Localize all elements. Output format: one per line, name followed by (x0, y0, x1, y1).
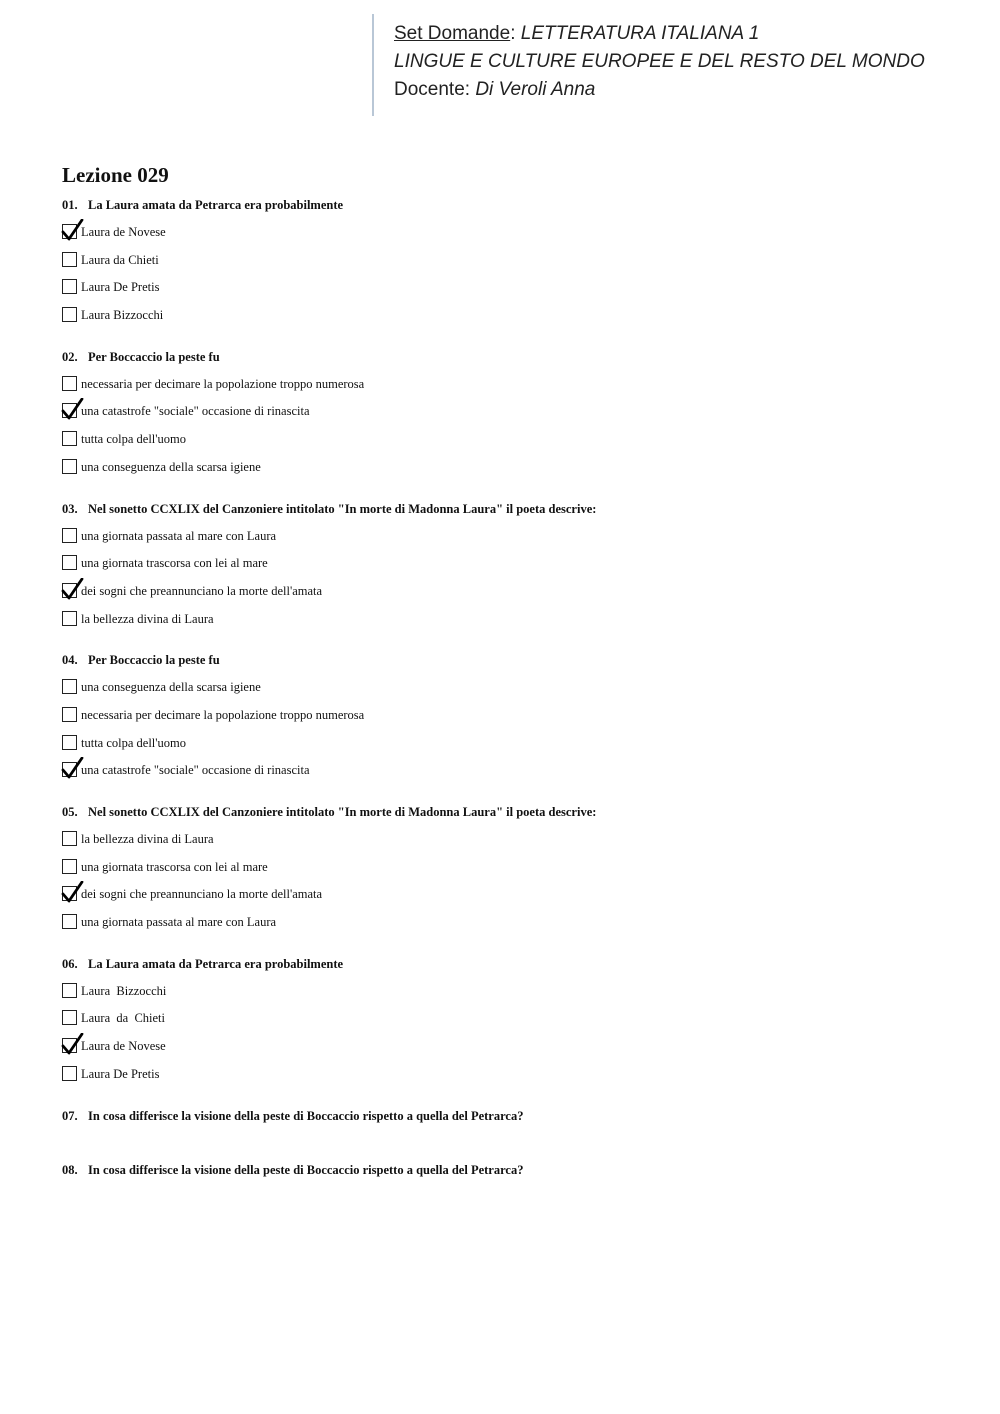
question-text: Nel sonetto CCXLIX del Canzoniere intitolato "In morte di Madonna Laura" il poeta descrive: (88, 501, 597, 516)
question-text: La Laura amata da Petrarca era probabilmente (88, 198, 344, 212)
answer-checkbox[interactable] (62, 307, 77, 322)
answer-option[interactable] (62, 735, 962, 763)
answer-label: dei sogni che preannunciano la morte dell'amata (81, 583, 323, 598)
question-heading (62, 349, 962, 365)
answer-label: una conseguenza della scarsa igiene (81, 680, 261, 695)
answer-label: Laura da Chieti (81, 1011, 165, 1026)
answer-checkbox[interactable] (62, 376, 77, 391)
question-text: In cosa differisce la visione della peste di Boccaccio rispetto a quella del Petrarca? (88, 1108, 524, 1123)
answer-checkbox[interactable] (62, 528, 77, 543)
teacher-name: Di Veroli Anna (475, 79, 596, 100)
answer-label: Laura de Novese (81, 225, 166, 239)
answer-checkbox[interactable] (62, 679, 77, 694)
answer-checkbox[interactable] (62, 735, 77, 750)
answer-checkbox[interactable] (62, 224, 77, 239)
open-question (62, 1162, 962, 1202)
question (62, 804, 962, 942)
course-name: LETTERATURA ITALIANA 1 (520, 23, 760, 44)
document-header (372, 14, 972, 116)
open-question (62, 1108, 962, 1148)
question-text: Nel sonetto CCXLIX del Canzoniere intitolato "In morte di Madonna Laura" il poeta descrive: (88, 805, 597, 819)
answer-checkbox[interactable] (62, 914, 77, 929)
answer-option[interactable] (62, 431, 962, 459)
header-line-set (394, 20, 972, 48)
question-text: In cosa differisce la visione della peste di Boccaccio rispetto a quella del Petrarca? (88, 1162, 524, 1177)
question-text: La Laura amata da Petrarca era probabilmente (88, 956, 344, 971)
answer-label: una giornata trascorsa con lei al mare (81, 556, 268, 571)
answer-option[interactable] (62, 307, 962, 335)
question-heading (62, 1162, 962, 1178)
answer-label: tutta colpa dell'uomo (81, 432, 187, 447)
answer-label: necessaria per decimare la popolazione troppo numerosa (81, 707, 365, 722)
answer-option[interactable] (62, 983, 962, 1011)
answer-checkbox[interactable] (62, 583, 77, 598)
answer-label: la bellezza divina di Laura (81, 832, 214, 846)
answer-option[interactable] (62, 1010, 962, 1038)
question-heading (62, 197, 962, 213)
answer-label: tutta colpa dell'uomo (81, 735, 187, 750)
question (62, 197, 962, 335)
question-number: 03. (62, 501, 78, 516)
teacher-label: Docente: (394, 79, 471, 100)
question-number: 08. (62, 1162, 78, 1177)
answer-checkbox[interactable] (62, 762, 77, 777)
question-heading (62, 804, 962, 820)
answer-option[interactable] (62, 224, 962, 252)
question (62, 349, 962, 487)
answer-option[interactable] (62, 679, 962, 707)
answer-option[interactable] (62, 403, 962, 431)
answer-label: Laura De Pretis (81, 280, 160, 295)
answer-option[interactable] (62, 279, 962, 307)
answer-option[interactable] (62, 859, 962, 887)
question (62, 956, 962, 1094)
answer-option[interactable] (62, 555, 962, 583)
answer-checkbox[interactable] (62, 279, 77, 294)
lesson-title: Lezione 029 (62, 163, 169, 187)
answer-checkbox[interactable] (62, 707, 77, 722)
set-colon: : (510, 23, 516, 44)
answer-checkbox[interactable] (62, 459, 77, 474)
header-line-program (394, 48, 972, 76)
question-heading (62, 501, 962, 517)
answer-label: Laura De Pretis (81, 1066, 160, 1081)
answer-label: una conseguenza della scarsa igiene (81, 459, 261, 474)
answer-checkbox[interactable] (62, 1038, 77, 1053)
answer-option[interactable] (62, 831, 962, 859)
answer-option[interactable] (62, 376, 962, 404)
set-label: Set Domande (394, 23, 511, 44)
answer-label: Laura da Chieti (81, 252, 159, 267)
answer-label: Laura de Novese (81, 1039, 166, 1054)
answer-label: una giornata passata al mare con Laura (81, 915, 277, 930)
answer-option[interactable] (62, 1038, 962, 1066)
question-number: 04. (62, 653, 78, 668)
answer-label: Laura Bizzocchi (81, 308, 164, 323)
answer-option[interactable] (62, 1066, 962, 1094)
answer-option[interactable] (62, 528, 962, 556)
multiple-choice-questions (62, 197, 962, 1094)
answer-checkbox[interactable] (62, 611, 77, 626)
answer-checkbox[interactable] (62, 859, 77, 874)
question-number: 01. (62, 198, 78, 212)
program-name: LINGUE E CULTURE EUROPEE E DEL RESTO DEL MONDO (394, 51, 925, 72)
answer-checkbox[interactable] (62, 252, 77, 267)
answer-label: una giornata passata al mare con Laura (81, 528, 277, 543)
answer-label: dei sogni che preannunciano la morte dell'amata (81, 887, 323, 902)
answer-checkbox[interactable] (62, 555, 77, 570)
answer-checkbox[interactable] (62, 886, 77, 901)
answer-checkbox[interactable] (62, 1066, 77, 1081)
answer-option[interactable] (62, 252, 962, 280)
question (62, 652, 962, 790)
question (62, 501, 962, 639)
answer-checkbox[interactable] (62, 1010, 77, 1025)
answer-label: Laura Bizzocchi (81, 983, 167, 998)
answer-label: una catastrofe "sociale" occasione di rinascita (81, 404, 310, 419)
question-heading (62, 652, 962, 668)
question-heading (62, 1108, 962, 1124)
answer-label: la bellezza divina di Laura (81, 611, 214, 626)
answer-option[interactable] (62, 459, 962, 487)
question-text: Per Boccaccio la peste fu (88, 349, 220, 364)
answer-checkbox[interactable] (62, 983, 77, 998)
question-number: 05. (62, 805, 78, 819)
question-number: 07. (62, 1108, 78, 1123)
question-text: Per Boccaccio la peste fu (88, 653, 220, 668)
answer-option[interactable] (62, 611, 962, 639)
answer-option[interactable] (62, 914, 962, 942)
answer-label: una catastrofe "sociale" occasione di rinascita (81, 763, 310, 778)
question-number: 06. (62, 956, 78, 971)
answer-label: una giornata trascorsa con lei al mare (81, 859, 268, 874)
answer-option[interactable] (62, 707, 962, 735)
question-number: 02. (62, 349, 78, 364)
answer-label: necessaria per decimare la popolazione troppo numerosa (81, 376, 365, 391)
answer-option[interactable] (62, 762, 962, 790)
answer-option[interactable] (62, 583, 962, 611)
header-line-teacher (394, 76, 972, 104)
question-heading (62, 956, 962, 972)
answer-checkbox[interactable] (62, 431, 77, 446)
answer-checkbox[interactable] (62, 831, 77, 846)
answer-option[interactable] (62, 886, 962, 914)
answer-checkbox[interactable] (62, 403, 77, 418)
question-list (62, 197, 962, 1216)
